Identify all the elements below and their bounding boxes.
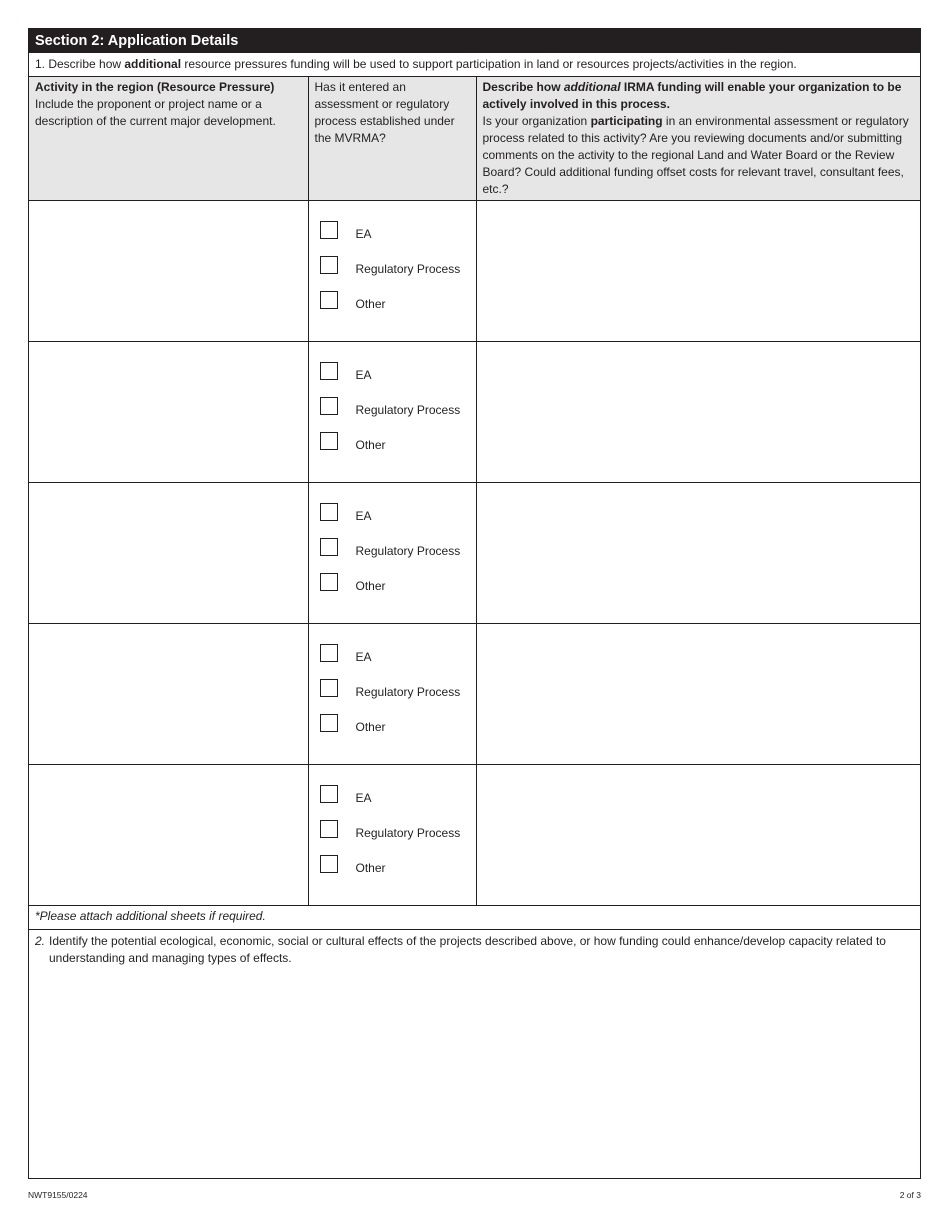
checkbox-label-ea: EA bbox=[355, 791, 372, 805]
table-row bbox=[29, 765, 920, 906]
checkbox-label-regulatory-process: Regulatory Process bbox=[355, 262, 461, 276]
checkbox-option bbox=[320, 679, 476, 714]
checkbox-label-other: Other bbox=[355, 579, 386, 593]
checkbox-option bbox=[320, 820, 476, 855]
checkbox-regulatory-process[interactable] bbox=[320, 256, 338, 274]
process-checkbox-group bbox=[308, 342, 476, 483]
description-body-part1: Is your organization bbox=[482, 114, 591, 128]
checkbox-label-other: Other bbox=[355, 297, 386, 311]
checkbox-other[interactable] bbox=[320, 291, 338, 309]
form-code: NWT9155/0224 bbox=[28, 1190, 88, 1200]
checkbox-option bbox=[320, 291, 476, 326]
question-2-number: 2. bbox=[35, 934, 46, 948]
description-input[interactable] bbox=[476, 624, 920, 765]
checkbox-regulatory-process[interactable] bbox=[320, 538, 338, 556]
activity-input[interactable] bbox=[29, 342, 308, 483]
activities-table bbox=[29, 77, 920, 906]
checkbox-regulatory-process[interactable] bbox=[320, 679, 338, 697]
checkbox-option bbox=[320, 785, 476, 820]
checkbox-label-other: Other bbox=[355, 438, 386, 452]
column-header-assessment-text: Has it entered an assessment or regulatory process established under the MVRMA? bbox=[314, 80, 455, 145]
checkbox-ea[interactable] bbox=[320, 785, 338, 803]
checkbox-label-ea: EA bbox=[355, 368, 372, 382]
description-input[interactable] bbox=[476, 201, 920, 342]
column-header-description-body bbox=[483, 113, 915, 198]
checkbox-other[interactable] bbox=[320, 714, 338, 732]
checkbox-other[interactable] bbox=[320, 855, 338, 873]
activity-rows bbox=[29, 201, 920, 906]
checkbox-other[interactable] bbox=[320, 432, 338, 450]
description-input[interactable] bbox=[476, 765, 920, 906]
checkbox-option bbox=[320, 221, 476, 256]
column-header-assessment bbox=[308, 77, 476, 201]
description-title-part2: IRMA funding will enable your organization to be actively involved in this process. bbox=[482, 80, 902, 111]
description-title-part1: Describe how bbox=[482, 80, 564, 94]
description-input[interactable] bbox=[476, 483, 920, 624]
column-header-activity-subtext: Include the proponent or project name or a description of the current major development. bbox=[35, 97, 276, 128]
activity-input[interactable] bbox=[29, 765, 308, 906]
checkbox-ea[interactable] bbox=[320, 503, 338, 521]
checkbox-option bbox=[320, 538, 476, 573]
question-1-prefix: 1. Describe how bbox=[35, 57, 125, 71]
checkbox-regulatory-process[interactable] bbox=[320, 397, 338, 415]
table-row bbox=[29, 342, 920, 483]
checkbox-label-other: Other bbox=[355, 861, 386, 875]
checkbox-label-ea: EA bbox=[355, 650, 372, 664]
column-header-description bbox=[476, 77, 920, 201]
checkbox-option bbox=[320, 503, 476, 538]
column-header-activity-title: Activity in the region (Resource Pressure) bbox=[35, 80, 275, 94]
checkbox-regulatory-process[interactable] bbox=[320, 820, 338, 838]
section-title: Section 2: Application Details bbox=[29, 29, 920, 53]
checkbox-label-other: Other bbox=[355, 720, 386, 734]
table-row bbox=[29, 624, 920, 765]
table-row bbox=[29, 483, 920, 624]
table-row bbox=[29, 201, 920, 342]
checkbox-label-ea: EA bbox=[355, 509, 372, 523]
checkbox-option bbox=[320, 397, 476, 432]
process-checkbox-group bbox=[308, 201, 476, 342]
question-2 bbox=[29, 930, 920, 966]
checkbox-label-regulatory-process: Regulatory Process bbox=[355, 403, 461, 417]
checkbox-ea[interactable] bbox=[320, 221, 338, 239]
description-body-emphasis: participating bbox=[590, 114, 663, 128]
attach-sheets-note: *Please attach additional sheets if required. bbox=[29, 906, 920, 930]
checkbox-option bbox=[320, 432, 476, 467]
question-1-emphasis: additional bbox=[124, 57, 182, 71]
question-1-suffix: resource pressures funding will be used to support participation in land or resources projects/activities in the region. bbox=[181, 57, 797, 71]
checkbox-label-ea: EA bbox=[355, 227, 372, 241]
description-title-emphasis: additional bbox=[563, 80, 621, 94]
checkbox-option bbox=[320, 362, 476, 397]
activity-input[interactable] bbox=[29, 624, 308, 765]
checkbox-label-regulatory-process: Regulatory Process bbox=[355, 544, 461, 558]
description-body-part2: in an environmental assessment or regulatory process related to this activity? Are you reviewing documents and/or submitting comments on the activity to the regional Land and Water Board or the Review Board? Could additional funding offset costs for relevant travel, consultant fees, etc.? bbox=[482, 114, 909, 196]
process-checkbox-group bbox=[308, 483, 476, 624]
question-1 bbox=[29, 53, 920, 77]
question-2-text: Identify the potential ecological, economic, social or cultural effects of the projects described above, or how funding could enhance/develop capacity related to understanding and managing types of effects. bbox=[49, 934, 886, 965]
checkbox-option bbox=[320, 256, 476, 291]
page-number: 2 of 3 bbox=[899, 1190, 921, 1200]
process-checkbox-group bbox=[308, 765, 476, 906]
checkbox-option bbox=[320, 855, 476, 890]
column-header-activity bbox=[29, 77, 308, 201]
activity-input[interactable] bbox=[29, 201, 308, 342]
activity-input[interactable] bbox=[29, 483, 308, 624]
application-details-form bbox=[28, 28, 921, 1179]
description-input[interactable] bbox=[476, 342, 920, 483]
checkbox-option bbox=[320, 714, 476, 749]
process-checkbox-group bbox=[308, 624, 476, 765]
checkbox-label-regulatory-process: Regulatory Process bbox=[355, 826, 461, 840]
checkbox-ea[interactable] bbox=[320, 362, 338, 380]
checkbox-option bbox=[320, 644, 476, 679]
column-header-description-title bbox=[483, 79, 915, 113]
checkbox-ea[interactable] bbox=[320, 644, 338, 662]
checkbox-label-regulatory-process: Regulatory Process bbox=[355, 685, 461, 699]
checkbox-option bbox=[320, 573, 476, 608]
question-2-answer-field[interactable] bbox=[29, 966, 920, 1166]
table-header-row bbox=[29, 77, 920, 201]
checkbox-other[interactable] bbox=[320, 573, 338, 591]
